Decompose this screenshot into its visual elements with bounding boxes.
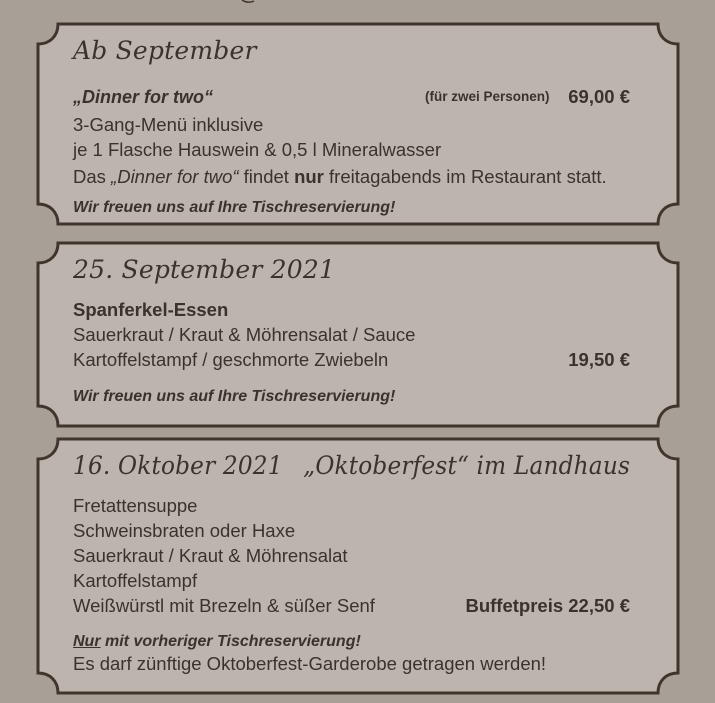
section-ab-september	[36, 22, 680, 226]
section-heading	[73, 451, 630, 480]
offer-note: (für zwei Personen)	[425, 89, 550, 104]
info-text: freitagabends im Restaurant statt.	[323, 166, 607, 187]
reservation-note: Wir freuen uns auf Ihre Tischreservierung!	[73, 199, 396, 216]
offer-price: 69,00 €	[568, 86, 630, 107]
section-heading: Ab September	[73, 36, 257, 65]
section-spanferkel	[36, 241, 680, 428]
info-text: findet	[238, 166, 295, 187]
top-ornament-remnant	[240, 0, 260, 4]
menu-item: Weißwürstl mit Brezeln & süßer Senf	[73, 595, 375, 616]
menu-line: 3-Gang-Menü inklusive	[73, 114, 264, 135]
event-name: „Oktoberfest“ im Landhaus	[303, 451, 631, 480]
info-line	[73, 166, 607, 188]
menu-item: Fretattensuppe	[73, 495, 198, 516]
offer-price: Buffetpreis 22,50 €	[465, 595, 630, 616]
offer-title: Spanferkel-Essen	[73, 299, 229, 320]
offer-price: 19,50 €	[568, 349, 630, 370]
menu-line: je 1 Flasche Hauswein & 0,5 l Mineralwasser	[73, 139, 442, 160]
menu-line: Sauerkraut / Kraut & Möhrensalat / Sauce	[73, 324, 416, 345]
reservation-text: mit vorheriger Tischreservierung!	[100, 633, 361, 650]
info-text-italic: „Dinner for two“	[111, 166, 239, 187]
menu-item: Sauerkraut / Kraut & Möhrensalat	[73, 545, 348, 566]
menu-item: Schweinsbraten oder Haxe	[73, 520, 296, 541]
reservation-emphasis: Nur	[73, 633, 101, 650]
offer-title: „Dinner for two“	[73, 87, 213, 107]
event-date: 16. Oktober 2021	[73, 451, 283, 480]
section-heading: 25. September 2021	[73, 255, 336, 284]
dresscode-note: Es darf zünftige Oktoberfest-Garderobe getragen werden!	[73, 653, 547, 674]
menu-line: Kartoffelstampf / geschmorte Zwiebeln	[73, 349, 389, 370]
menu-item: Kartoffelstampf	[73, 570, 198, 591]
info-text: Das	[73, 166, 112, 187]
reservation-note: Wir freuen uns auf Ihre Tischreservierung!	[73, 388, 396, 405]
info-text-bold: nur	[294, 166, 324, 187]
reservation-note	[73, 631, 361, 653]
section-oktoberfest	[36, 437, 680, 695]
